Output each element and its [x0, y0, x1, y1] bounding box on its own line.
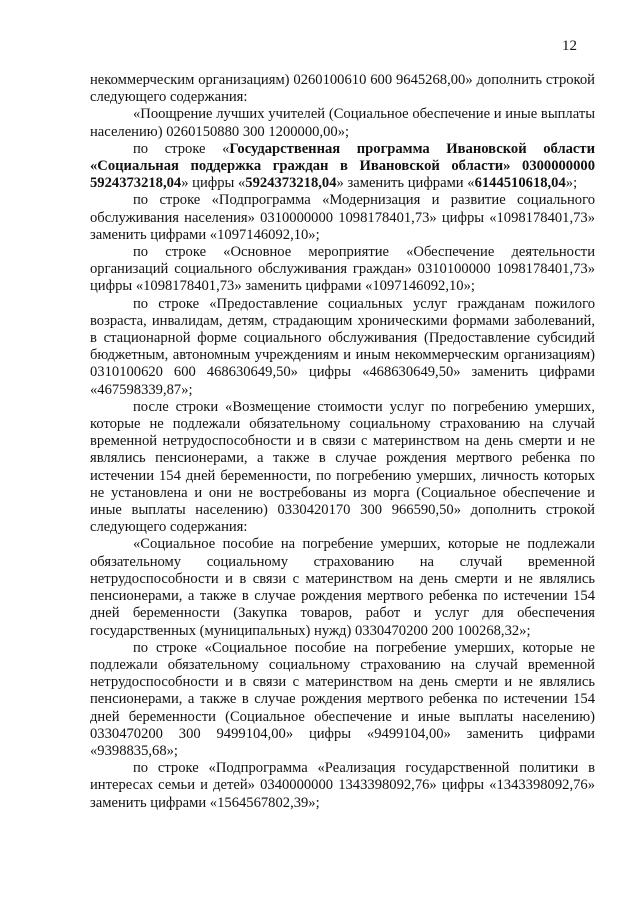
bold-new-amount: 6144510618,04 [474, 175, 566, 192]
paragraph-funeral-compensation: после строки «Возмещение стоимости услуг по погребению умерших, которые не подлежали обязательному социальному страхованию на случай временной нетрудоспособности и в связи с материнством на день смерти и не являлись пенсионерами, а также в случае рождения мертвого ребенка по истечении 154 дней беременности, по погребению умерших, личность которых не установлена и они не востребованы из морга (Социальное обеспечение и иные выплаты населению) 0330420170 300 966590,50» дополнить строкой следующего содержания: [90, 398, 595, 536]
text-fragment: по строке « [133, 140, 230, 157]
paragraph-funeral-benefit: по строке «Социальное пособие на погребение умерших, которые не подлежали обязательному социальному страхованию на случай временной нетрудоспособности и в связи с материнством на день смерти и не являлись пенсионерами, а также в случае рождения мертвого ребенка по истечении 154 дней беременности (Социальное обеспечение и иные выплаты населению) 0330470200 300 9499104,00» цифры «9499104,00» заменить цифрами «9398835,68»; [90, 639, 595, 759]
paragraph-social-services: по строке «Предоставление социальных услуг гражданам пожилого возраста, инвалидам, детям, страдающим хроническими формами заболеваний, в стационарной форме социального обслуживания (Предоставление субсидий бюджетным, автономным учреждениям и иным некоммерческим организациям) 0310100620 600 468630649,50» цифры «468630649,50» заменить цифрами «467598339,87»; [90, 295, 595, 398]
bold-old-amount: 5924373218,04 [245, 175, 337, 192]
page-number: 12 [562, 38, 577, 54]
bold-program-title: Государственная программа Ивановской области «Социальная поддержка граждан в Ивановской области» 0300000000 5924373218,04 [90, 140, 595, 192]
paragraph-subprogram: по строке «Подпрограмма «Модернизация и развитие социального обслуживания населения» 0310000000 1098178401,73» цифры «1098178401,73» заменить цифрами «1097146092,10»; [90, 192, 595, 243]
paragraph-continuation: некоммерческим организациям) 0260100610 600 9645268,00» дополнить строкой следующего содержания: [90, 72, 595, 106]
text-fragment: » заменить цифрами « [336, 175, 475, 192]
text-fragment: »; [565, 175, 578, 192]
paragraph-state-program [90, 141, 595, 193]
paragraph-main-activity: по строке «Основное мероприятие «Обеспечение деятельности организаций социального обслуживания граждан» 0310100000 1098178401,73» цифры «1098178401,73» заменить цифрами «1097146092,10»; [90, 244, 595, 295]
document-body [90, 72, 595, 812]
paragraph-family-policy: по строке «Подпрограмма «Реализация государственной политики в интересах семьи и детей» 0340000000 1343398092,76» цифры «1343398092,76» заменить цифрами «1564567802,39»; [90, 760, 595, 811]
text-fragment: » цифры « [181, 175, 246, 192]
paragraph-inserted-funeral-benefit: «Социальное пособие на погребение умерших, которые не подлежали обязательному социальному страхованию на случай временной нетрудоспособности и в связи с материнством на день смерти и не являлись пенсионерами, а также в случае рождения мертвого ребенка по истечении 154 дней беременности (Закупка товаров, работ и услуг для обеспечения государственных (муниципальных) нужд) 0330470200 200 100268,32»; [90, 536, 595, 639]
paragraph-inserted-line: «Поощрение лучших учителей (Социальное обеспечение и иные выплаты населению) 0260150880 300 1200000,00»; [90, 106, 595, 140]
